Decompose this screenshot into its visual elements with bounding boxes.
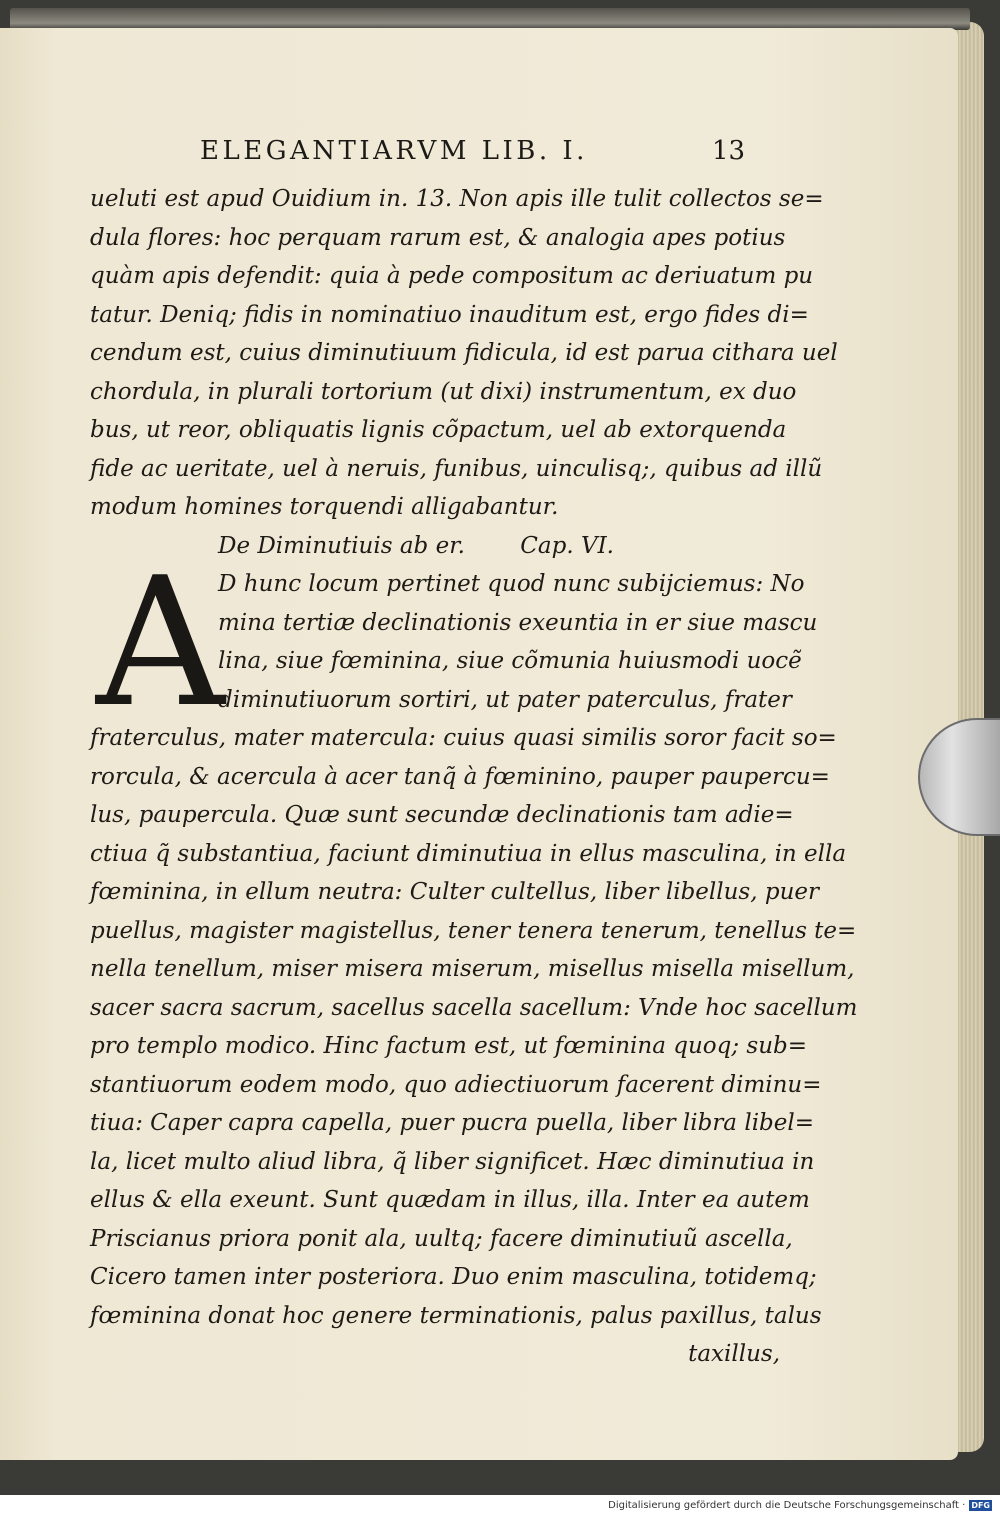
text-line: Cicero tamen inter posteriora. Duo enim masculina, totidemq;: [90, 1264, 817, 1290]
drop-cap-initial: A: [96, 539, 225, 746]
initial-lines: [218, 565, 818, 719]
text-line: ueluti est apud Ouidium in. 13. Non apis ille tulit collectos se=: [90, 186, 824, 212]
catchword: taxillus,: [688, 1341, 780, 1367]
text-line: fraterculus, mater matercula: cuius quasi similis soror facit so=: [90, 725, 837, 751]
text-line: modum homines torquendi alligabantur.: [90, 494, 559, 520]
text-line: lus, paupercula. Quæ sunt secundæ declinationis tam adie=: [90, 802, 794, 828]
dfg-logo-icon: DFG: [971, 1500, 990, 1510]
text-line: mina tertiæ declinationis exeuntia in er siue mascu: [218, 609, 818, 636]
text-line: bus, ut reor, obliquatis lignis cõpactum, uel ab extorquenda: [90, 417, 787, 443]
text-line: stantiuorum eodem modo, quo adiectiuorum facerent diminu=: [90, 1071, 822, 1098]
chapter-number: Cap. VI.: [520, 532, 614, 559]
text-line: diminutiuorum sortiri, ut pater paterculus, frater: [218, 686, 792, 713]
text-line: rorcula, & acercula à acer tanq̃ à fœminino, pauper paupercu=: [90, 763, 830, 790]
text-line: la, licet multo aliud libra, q̃ liber significet. Hæc diminutiua in: [90, 1148, 815, 1175]
text-line: nella tenellum, miser misera miserum, misellus misella misellum,: [90, 956, 855, 982]
text-line: dula flores: hoc perquam rarum est, & analogia apes potius: [90, 224, 786, 251]
text-line: lina, siue fœminina, siue cõmunia huiusmodi uocẽ: [218, 648, 802, 674]
running-head: ELEGANTIARVM LIB. I.: [200, 136, 588, 166]
text-line: puellus, magister magistellus, tener tenera tenerum, tenellus te=: [90, 917, 857, 944]
text-line: Priscianus priora ponit ala, uultq; facere diminutiuũ ascella,: [90, 1225, 793, 1252]
text-line: tatur. Deniq; fidis in nominatiuo inauditum est, ergo fides di=: [90, 301, 809, 328]
text-line: ctiua q̃ substantiua, faciunt diminutiua in ellus masculina, in ella: [90, 840, 847, 867]
top-book-edge: [10, 8, 970, 30]
text-line: pro templo modico. Hinc factum est, ut fœminina quoq; sub=: [90, 1033, 808, 1059]
main-text: [90, 180, 858, 1374]
chapter-title: De Diminutiuis ab er.: [218, 532, 465, 559]
page-header: [200, 136, 760, 176]
text-line: fœminina, in ellum neutra: Culter cultellus, liber libellus, puer: [90, 879, 819, 905]
text-line: tiua: Caper capra capella, puer pucra puella, liber libra libel=: [90, 1110, 815, 1136]
text-line: cendum est, cuius diminutiuum fidicula, id est parua cithara uel: [90, 340, 838, 366]
folio-number: 13: [712, 136, 746, 166]
text-line: fide ac ueritate, uel à neruis, funibus, uinculisq;, quibus ad illũ: [90, 455, 823, 482]
text-line: sacer sacra sacrum, sacellus sacella sacellum: Vnde hoc sacellum: [90, 994, 858, 1021]
text-line: fœminina donat hoc genere terminationis, palus paxillus, talus: [90, 1302, 822, 1329]
text-line: quàm apis defendit: quia à pede compositum ac deriuatum pu: [90, 263, 814, 289]
text-line: D hunc locum pertinet quod nunc subijciemus: No: [218, 571, 805, 597]
credit-text: Digitalisierung gefördert durch die Deutsche Forschungsgemeinschaft ·: [608, 1499, 966, 1511]
text-line: ellus & ella exeunt. Sunt quædam in illus, illa. Inter ea autem: [90, 1187, 810, 1213]
text-line: chordula, in plurali tortorium (ut dixi) instrumentum, ex duo: [90, 378, 797, 405]
digitization-credit: [608, 1498, 992, 1512]
